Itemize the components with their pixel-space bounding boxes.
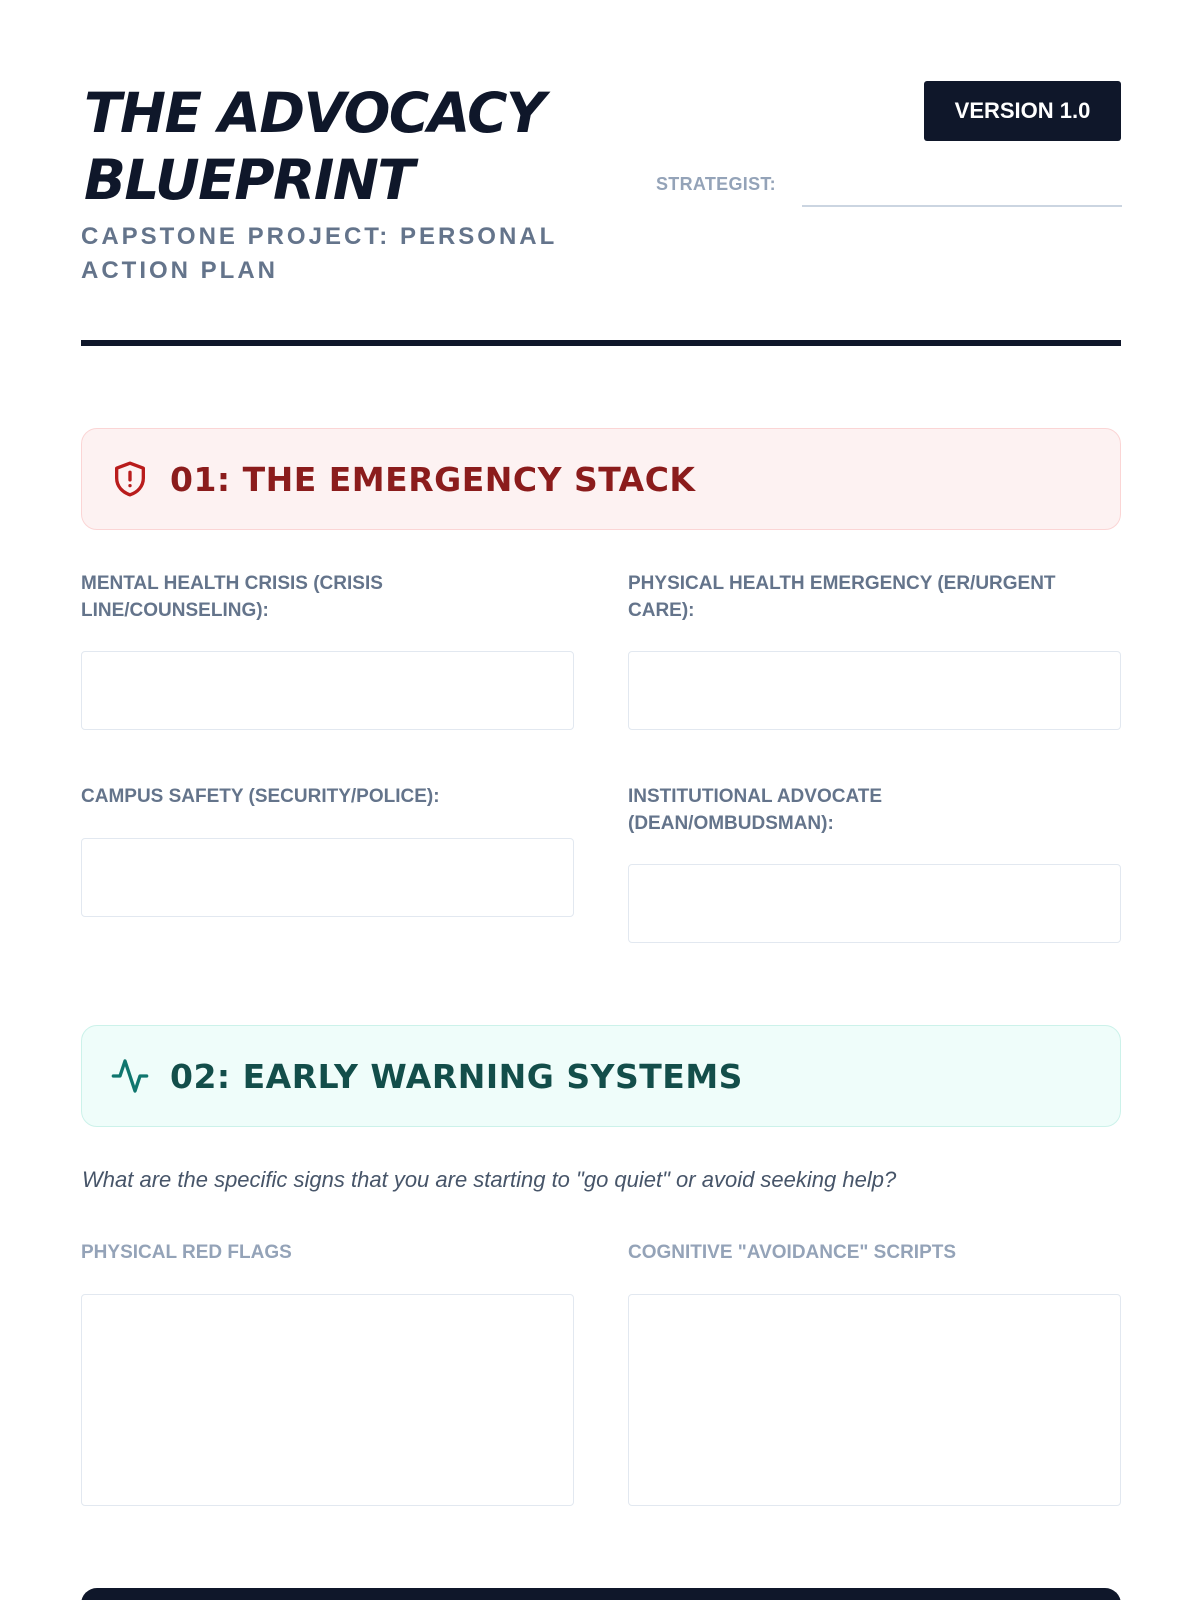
physical-red-flags-field[interactable] (81, 1294, 574, 1506)
title-line-2: BLUEPRINT (84, 148, 414, 212)
campus-safety-field[interactable] (81, 838, 574, 917)
physical-health-emergency-field[interactable] (628, 651, 1121, 730)
title-line-1: THE ADVOCACY (84, 81, 545, 145)
section-early-warning-header (81, 1025, 1121, 1127)
institutional-advocate-label: INSTITUTIONAL ADVOCATE (DEAN/OMBUDSMAN): (628, 786, 883, 834)
shield-alert-icon (110, 459, 150, 499)
cognitive-avoidance-label: COGNITIVE "AVOIDANCE" SCRIPTS (628, 1242, 957, 1263)
activity-pulse-icon (110, 1056, 150, 1096)
page-subtitle: CAPSTONE PROJECT: PERSONAL ACTION PLAN (81, 223, 557, 284)
campus-safety-label: CAMPUS SAFETY (SECURITY/POLICE): (81, 786, 440, 807)
cognitive-avoidance-field[interactable] (628, 1294, 1121, 1506)
section-title: 01: THE EMERGENCY STACK (170, 459, 696, 499)
section-emergency-stack-header (81, 428, 1121, 530)
page-title (84, 80, 644, 214)
strategist-input-line[interactable] (802, 205, 1122, 207)
strategist-label: STRATEGIST: (656, 174, 776, 194)
version-badge: VERSION 1.0 (924, 81, 1121, 141)
physical-health-emergency-label: PHYSICAL HEALTH EMERGENCY (ER/URGENT CARE): (628, 573, 1056, 621)
warning-prompt: What are the specific signs that you are starting to "go quiet" or avoid seeking help? (82, 1167, 897, 1192)
mental-health-crisis-field[interactable] (81, 651, 574, 730)
header-divider (81, 340, 1121, 346)
mental-health-crisis-label: MENTAL HEALTH CRISIS (CRISIS LINE/COUNSELING): (81, 573, 383, 621)
institutional-advocate-field[interactable] (628, 864, 1121, 943)
physical-red-flags-label: PHYSICAL RED FLAGS (81, 1242, 292, 1263)
next-section-header (81, 1588, 1121, 1600)
section-title: 02: EARLY WARNING SYSTEMS (170, 1056, 743, 1096)
